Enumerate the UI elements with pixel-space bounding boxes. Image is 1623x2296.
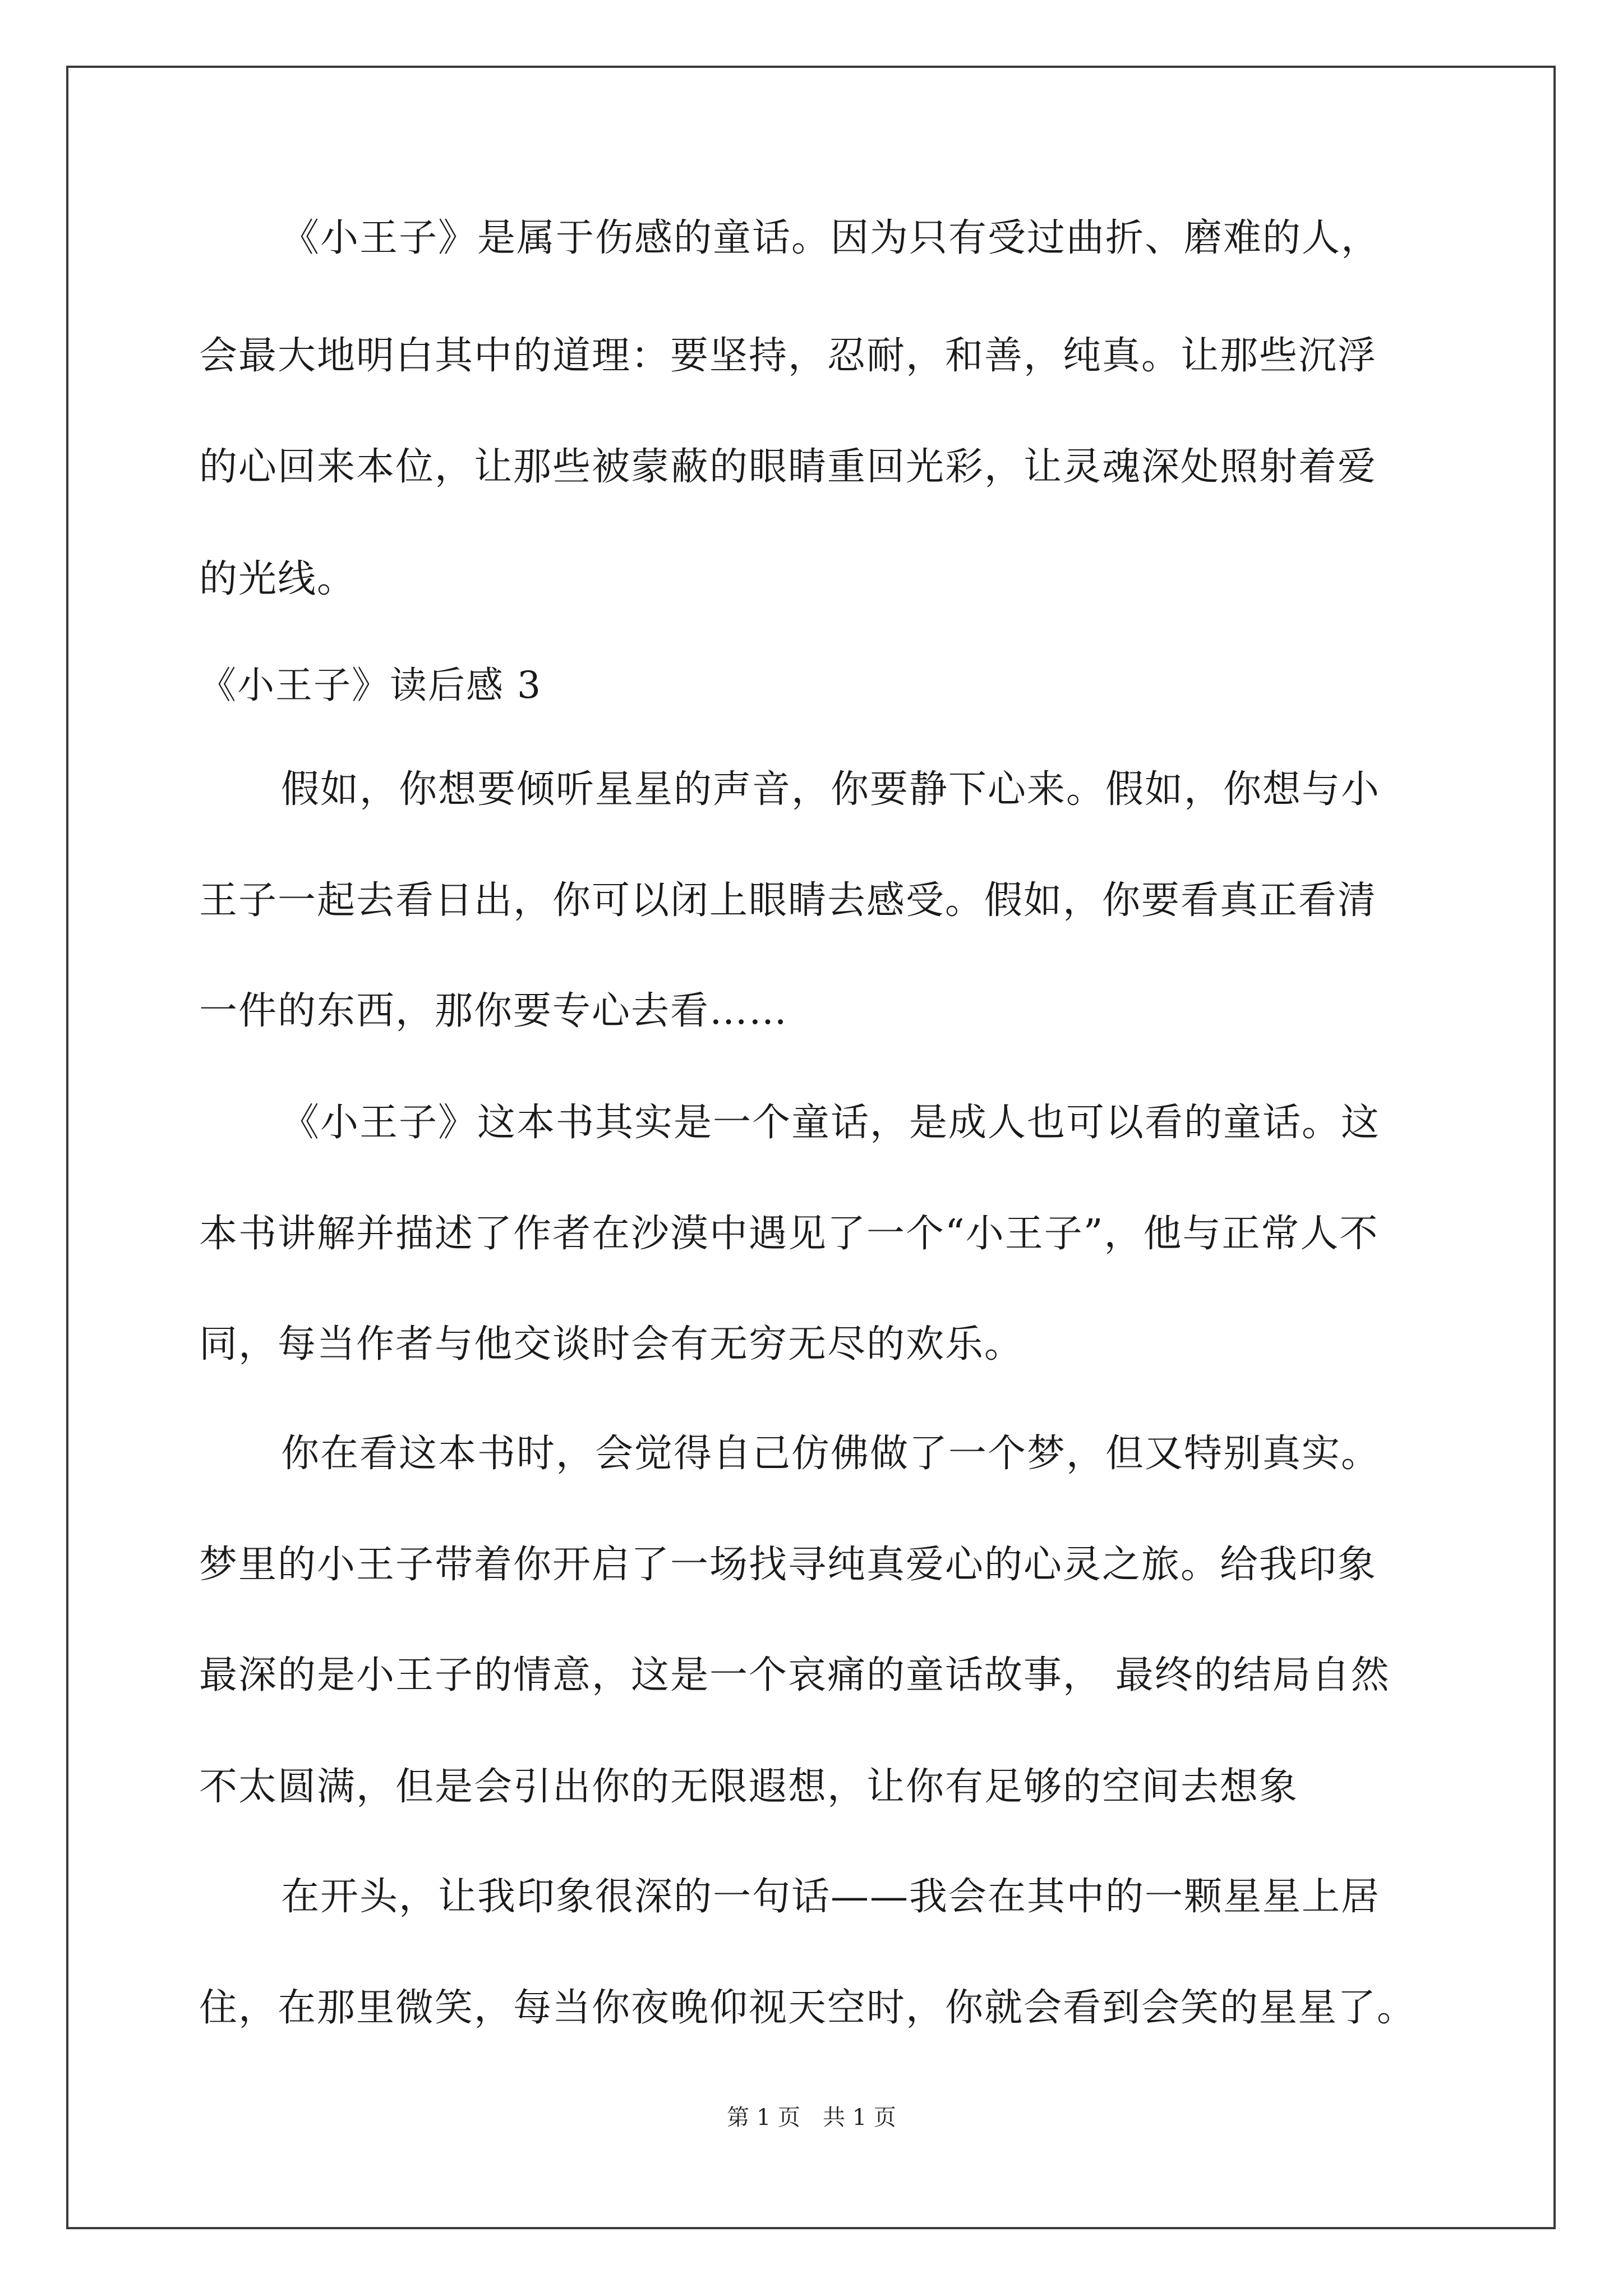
page-footer: 第 1 页 共 1 页 xyxy=(727,2105,896,2131)
text-line: 的光线。 xyxy=(199,557,357,601)
text-line: 会最大地明白其中的道理：要坚持，忍耐，和善，纯真。让那些沉浮 xyxy=(199,334,1377,378)
text-line: 住，在那里微笑，每当你夜晚仰视天空时，你就会看到会笑的星星了。 xyxy=(199,1986,1417,2030)
section-heading: 《小王子》读后感 3 xyxy=(199,664,542,707)
text-line: 在开头，让我印象很深的一句话——我会在其中的一颗星星上居 xyxy=(281,1875,1381,1919)
text-line: 假如，你想要倾听星星的声音，你要静下心来。假如，你想与小 xyxy=(281,767,1381,812)
text-line: 不太圆满，但是会引出你的无限遐想，让你有足够的空间去想象 xyxy=(199,1765,1299,1809)
text-line: 最深的是小王子的情意，这是一个哀痛的童话故事， 最终的结局自然 xyxy=(199,1653,1390,1697)
text-line: 《小王子》这本书其实是一个童话，是成人也可以看的童话。这 xyxy=(281,1101,1381,1145)
text-line: 的心回来本位，让那些被蒙蔽的眼睛重回光彩，让灵魂深处照射着爱 xyxy=(199,445,1377,489)
text-line: 《小王子》是属于伤感的童话。因为只有受过曲折、磨难的人， xyxy=(281,216,1381,260)
text-line: 本书讲解并描述了作者在沙漠中遇见了一个“小王子”，他与正常人不 xyxy=(199,1212,1379,1256)
text-line: 梦里的小王子带着你开启了一场找寻纯真爱心的心灵之旅。给我印象 xyxy=(199,1543,1377,1587)
text-line: 同，每当作者与他交谈时会有无穷无尽的欢乐。 xyxy=(199,1322,1024,1366)
text-line: 你在看这本书时，会觉得自己仿佛做了一个梦，但又特别真实。 xyxy=(281,1432,1381,1476)
text-line: 王子一起去看日出，你可以闭上眼睛去感受。假如，你要看真正看清 xyxy=(199,878,1377,923)
text-line: 一件的东西，那你要专心去看…… xyxy=(199,989,789,1033)
